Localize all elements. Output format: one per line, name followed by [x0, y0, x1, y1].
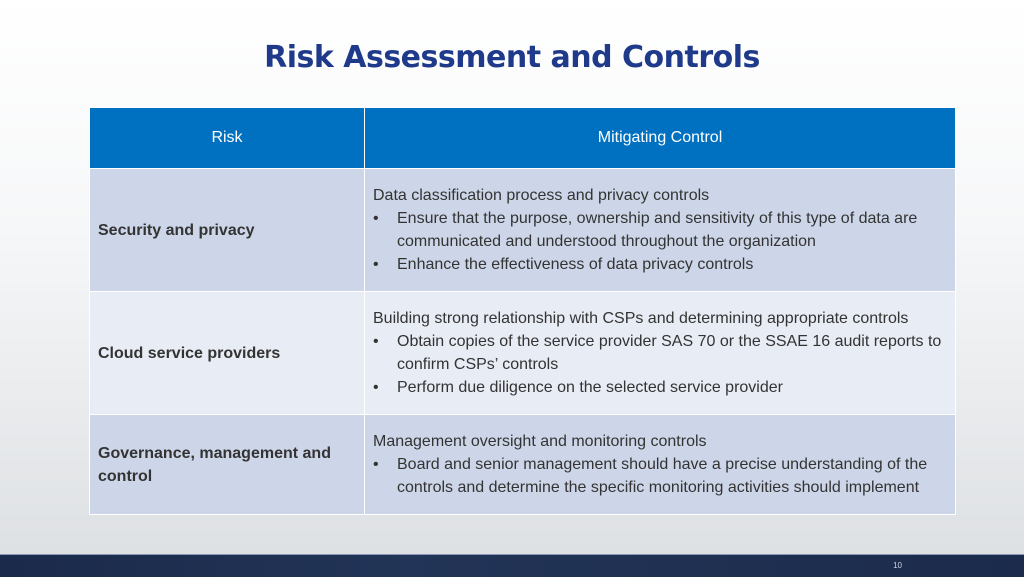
control-bullet-list [373, 453, 947, 499]
bullet-text: Board and senior management should have a precise understanding of the controls and determine the specific monitoring activities should implement [397, 456, 928, 496]
control-cell [365, 415, 956, 515]
bullet-text: Enhance the effectiveness of data privacy controls [397, 256, 754, 273]
bullet-icon: • [373, 210, 379, 227]
bullet-icon: • [373, 456, 379, 473]
bullet-icon: • [373, 379, 379, 396]
control-bullet [373, 207, 947, 253]
control-heading: Data classification process and privacy controls [373, 187, 710, 204]
control-bullet [373, 330, 947, 376]
control-bullet [373, 376, 947, 399]
control-heading: Management oversight and monitoring controls [373, 433, 707, 450]
slide-title: Risk Assessment and Controls [264, 40, 760, 75]
table-row [90, 169, 956, 292]
page-number: 10 [893, 561, 902, 570]
table-header-row [90, 108, 956, 169]
footer-bar [0, 554, 1024, 577]
control-bullet-list [373, 207, 947, 276]
bullet-icon: • [373, 333, 379, 350]
risk-cell: Security and privacy [90, 169, 365, 292]
bullet-text: Obtain copies of the service provider SAS 70 or the SSAE 16 audit reports to confirm CSPs’ controls [397, 333, 942, 373]
table-row [90, 292, 956, 415]
header-mitigating-control: Mitigating Control [365, 108, 956, 169]
header-risk: Risk [90, 108, 365, 169]
control-cell [365, 169, 956, 292]
control-bullet [373, 253, 947, 276]
control-heading: Building strong relationship with CSPs and determining appropriate controls [373, 310, 909, 327]
control-bullet-list [373, 330, 947, 399]
control-bullet [373, 453, 947, 499]
risk-cell: Governance, management and control [90, 415, 365, 515]
risk-table [89, 107, 956, 515]
bullet-text: Perform due diligence on the selected service provider [397, 379, 783, 396]
table-row [90, 415, 956, 515]
bullet-icon: • [373, 256, 379, 273]
risk-cell: Cloud service providers [90, 292, 365, 415]
bullet-text: Ensure that the purpose, ownership and sensitivity of this type of data are communicated and understood throughout the organization [397, 210, 918, 250]
control-cell [365, 292, 956, 415]
